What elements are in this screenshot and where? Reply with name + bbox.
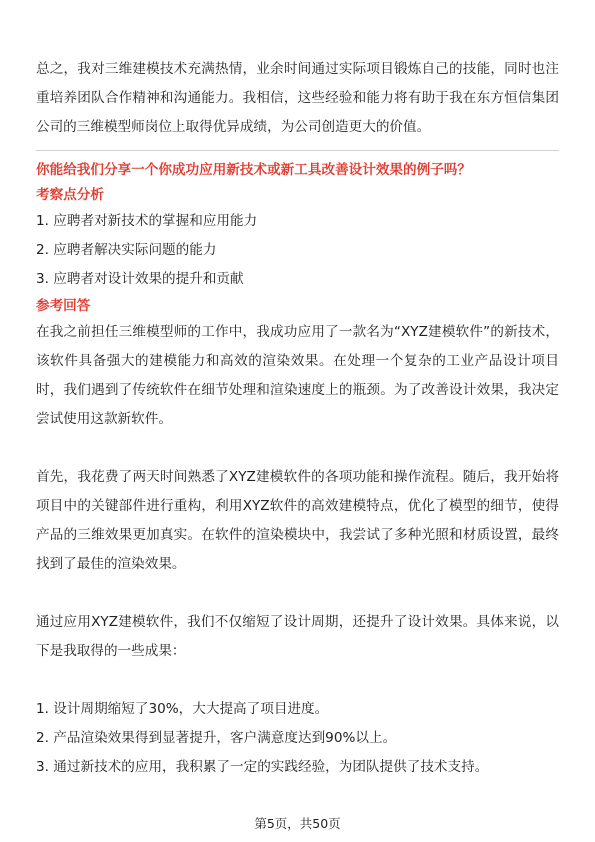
- answer-title: 参考回答: [36, 298, 91, 314]
- paragraph-gap: [36, 434, 559, 463]
- list-item: 1. 应聘者对新技术的掌握和应用能力: [36, 213, 258, 229]
- list-item: 3. 应聘者对设计效果的提升和贡献: [36, 271, 244, 287]
- answer-paragraph: 在我之前担任三维模型师的工作中，我成功应用了一款名为“XYZ建模软件”的新技术，该软件具备强大的建模能力和高效的渲染效果。在处理一个复杂的工业产品设计项目时，我们遇到了传统软件在细节处理和渲染速度上的瓶颈。为了改善设计效果，我决定尝试使用这款新软件。: [36, 324, 559, 427]
- page-footer: 第5页，共50页: [254, 816, 341, 831]
- section-divider: [36, 150, 559, 151]
- question-heading: 你能给我们分享一个你成功应用新技术或新工具改善设计效果的例子吗？: [36, 162, 471, 178]
- results-list: [36, 695, 559, 782]
- list-item: 1. 设计周期缩短了30%，大大提高了项目进度。: [36, 701, 329, 717]
- list-item: 2. 产品渲染效果得到显著提升，客户满意度达到90%以上。: [36, 730, 397, 746]
- list-item: 2. 应聘者解决实际问题的能力: [36, 242, 217, 258]
- list-item: 3. 通过新技术的应用，我积累了一定的实践经验，为团队提供了技术支持。: [36, 759, 489, 775]
- answer-paragraph: 首先，我花费了两天时间熟悉了XYZ建模软件的各项功能和操作流程。随后，我开始将项目中的关键部件进行重构，利用XYZ软件的高效建模特点，优化了模型的细节，使得产品的三维效果更加真实。在软件的渲染模块中，我尝试了多种光照和材质设置，最终找到了最佳的渲染效果。: [36, 469, 559, 572]
- paragraph-gap: [36, 666, 559, 695]
- analysis-list: [36, 207, 559, 294]
- intro-paragraph: 总之，我对三维建模技术充满热情，业余时间通过实际项目锻炼自己的技能，同时也注重培养团队合作精神和沟通能力。我相信，这些经验和能力将有助于我在东方恒信集团公司的三维模型师岗位上取得优异成绩，为公司创造更大的价值。: [36, 61, 559, 135]
- answer-paragraph: 通过应用XYZ建模软件，我们不仅缩短了设计周期，还提升了设计效果。具体来说，以下是我取得的一些成果：: [36, 614, 559, 659]
- document-page: [36, 55, 559, 782]
- analysis-title: 考察点分析: [36, 187, 104, 203]
- paragraph-gap: [36, 579, 559, 608]
